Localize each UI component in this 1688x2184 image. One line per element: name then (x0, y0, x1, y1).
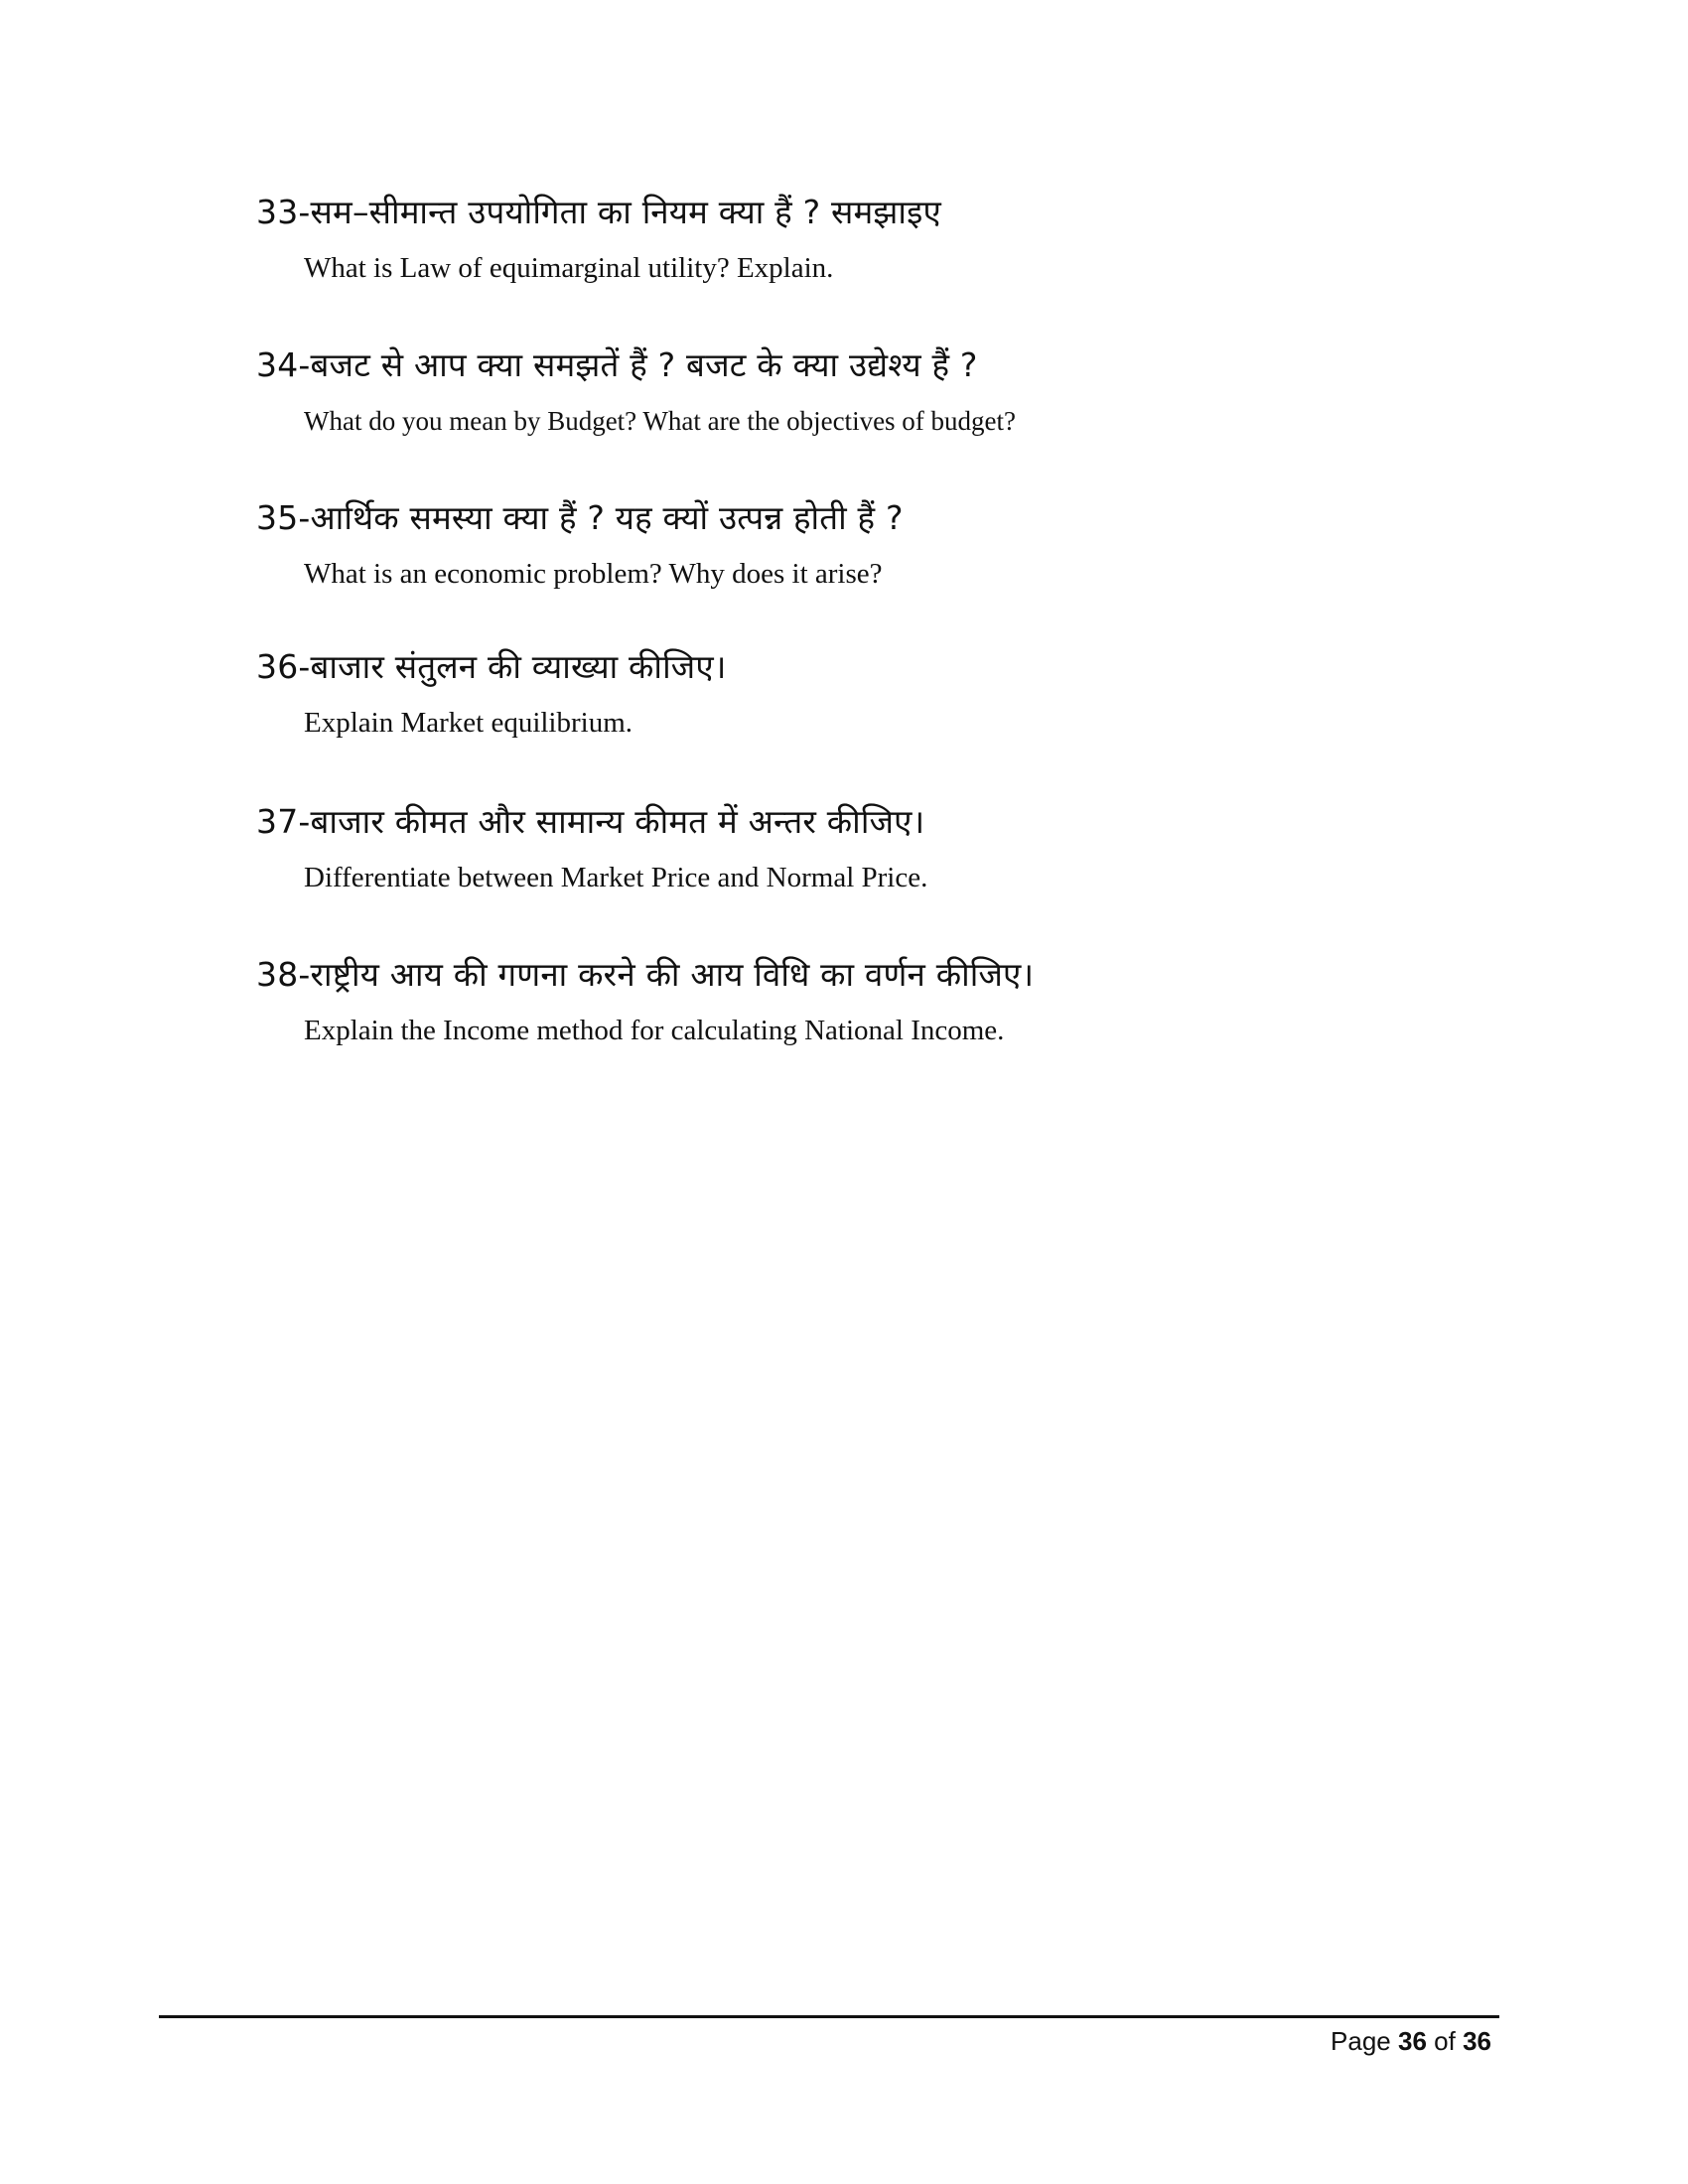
question-hindi-text: 35-आर्थिक समस्या क्या हैं ? यह क्यों उत्पन्न होती हैं ? (256, 498, 904, 537)
question-english-text: Explain the Income method for calculating National Income. (304, 1015, 1005, 1046)
question-english-text: What is an economic problem? Why does it arise? (304, 558, 883, 590)
question-english-text: Differentiate between Market Price and Normal Price. (304, 862, 928, 893)
question-item (256, 494, 1487, 594)
question-list (256, 189, 1487, 1104)
question-hindi-text: 36-बाजार संतुलन की व्याख्या कीजिए। (256, 647, 727, 686)
question-item (256, 951, 1487, 1050)
total-page-number: 36 (1463, 2026, 1491, 2056)
question-english-text: What is Law of equimarginal utility? Explain. (304, 252, 834, 284)
current-page-number: 36 (1398, 2026, 1427, 2056)
question-hindi-text: 34-बजट से आप क्या समझतें हैं ? बजट के क्या उद्येश्य हैं ? (256, 345, 978, 384)
question-item (256, 643, 1487, 743)
page-number (1331, 2021, 1491, 2061)
question-item (256, 189, 1487, 288)
page-label: Page (1331, 2026, 1391, 2056)
question-english-text: Explain Market equilibrium. (304, 707, 633, 739)
question-item (256, 341, 1487, 441)
question-hindi-text: 33-सम–सीमान्त उपयोगिता का नियम क्या हैं ? समझाइए (256, 193, 941, 231)
of-label: of (1434, 2026, 1456, 2056)
question-item (256, 798, 1487, 897)
question-hindi-text: 38-राष्ट्रीय आय की गणना करने की आय विधि का वर्णन कीजिए। (256, 955, 1035, 994)
question-english-text: What do you mean by Budget? What are the objectives of budget? (304, 406, 1017, 436)
footer-divider (159, 2015, 1499, 2018)
question-hindi-text: 37-बाजार कीमत और सामान्य कीमत में अन्तर कीजिए। (256, 802, 925, 841)
